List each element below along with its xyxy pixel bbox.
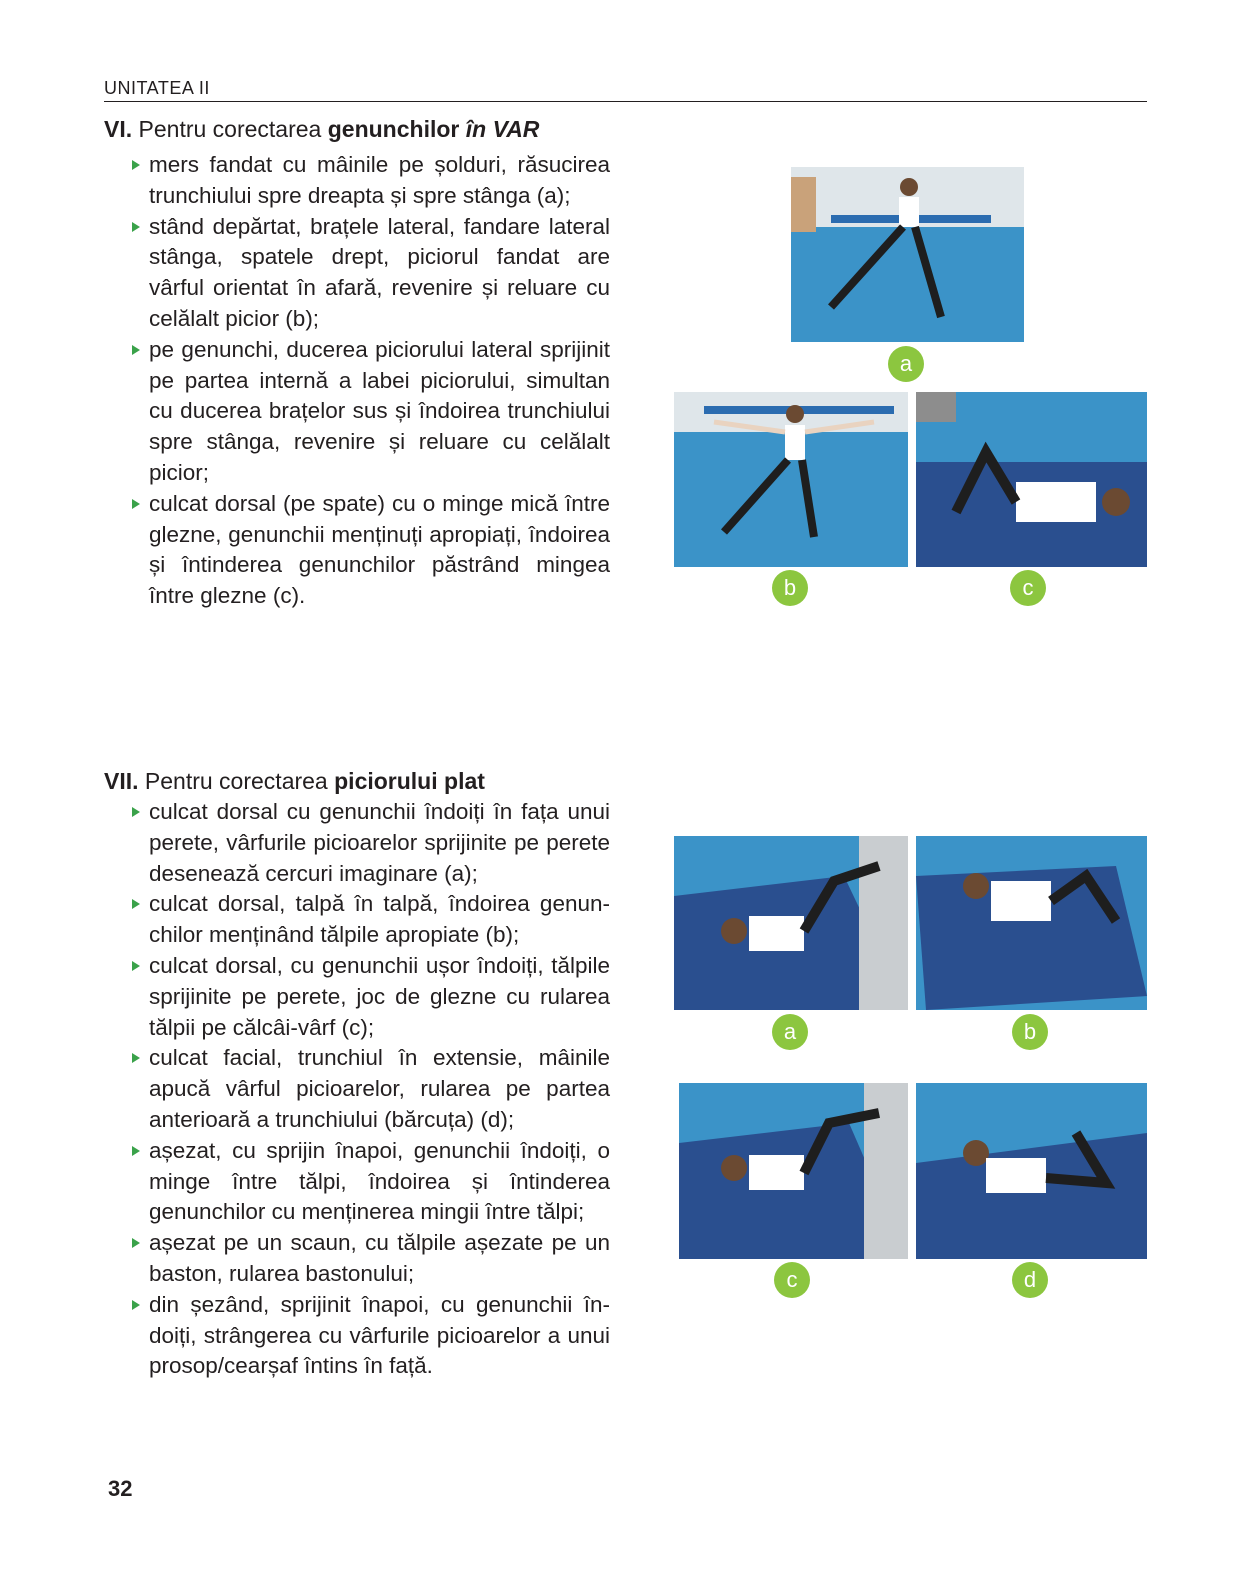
list-item: așezat, cu sprijin înapoi, genunchii îndoiți, o minge între tălpi, îndoirea și întinderea genunchilor cu menținerea mingii între tălpi; (132, 1136, 610, 1228)
bullet-triangle-icon (132, 345, 140, 355)
list-item: pe genunchi, ducerea piciorului lateral sprijinit pe partea internă a labei piciorului, simultan cu ducerea brațelor sus și îndoirea trunchiului spre stânga, revenire și reluare cu celălalt picior; (132, 335, 610, 489)
section-vi-title-italic: în VAR (465, 116, 540, 142)
photo-label-badge: a (772, 1014, 808, 1050)
section-vi-title (104, 114, 539, 144)
section-vi-list (132, 150, 610, 612)
photo-vii-c (679, 1083, 908, 1259)
section-vi-number: VI. (104, 116, 133, 142)
photo-vi-a (791, 167, 1024, 342)
list-item: stând depărtat, brațele lateral, fandare lateral stânga, spatele drept, piciorul fandat are vârful orientat în afară, revenire și reluare cu celălalt picior (b); (132, 212, 610, 335)
bullet-triangle-icon (132, 499, 140, 509)
bullet-triangle-icon (132, 1146, 140, 1156)
photo-label-badge: a (888, 346, 924, 382)
photo-label-badge: c (774, 1262, 810, 1298)
bullet-triangle-icon (132, 899, 140, 909)
section-vi-title-prefix: Pentru corectarea (138, 116, 328, 142)
list-item: din șezând, sprijinit înapoi, cu genunchii îndoiți, strângerea cu vârfurile picioarelor a unui prosop/cearșaf întins în față. (132, 1290, 610, 1382)
photo-vii-a (674, 836, 908, 1010)
section-vii-title (104, 766, 485, 796)
unit-header: UNITATEA II (104, 78, 1147, 102)
list-item: așezat pe un scaun, cu tălpile așezate pe un baston, rularea bastonului; (132, 1228, 610, 1290)
list-item: culcat facial, trunchiul în extensie, mâinile apucă vârful picioarelor, rularea pe partea anterioară a trunchiului (bărcuța) (d); (132, 1043, 610, 1135)
photo-vi-b (674, 392, 908, 567)
bullet-triangle-icon (132, 1300, 140, 1310)
photo-label-badge: b (772, 570, 808, 606)
bullet-triangle-icon (132, 222, 140, 232)
photo-vii-d (916, 1083, 1147, 1259)
section-vii-title-prefix: Pentru corectarea (144, 768, 335, 794)
photo-label-badge: b (1012, 1014, 1048, 1050)
section-vii-title-bold: piciorului plat (334, 768, 485, 794)
list-item: culcat dorsal cu genunchii îndoiți în fața unui perete, vârfurile picioarelor sprijinite pe perete desenează cercuri imaginare (a); (132, 797, 610, 889)
section-vii-list (132, 797, 610, 1382)
page-number: 32 (108, 1476, 133, 1501)
section-vii-number: VII. (104, 768, 139, 794)
section-vi-title-bold: genunchilor (327, 116, 466, 142)
list-item: culcat dorsal (pe spate) cu o minge mică între glezne, genunchii menținuți apropiați, îndoirea și întinderea genunchilor păstrând mingea între glezne (c). (132, 489, 610, 612)
bullet-triangle-icon (132, 1238, 140, 1248)
bullet-triangle-icon (132, 160, 140, 170)
bullet-triangle-icon (132, 961, 140, 971)
photo-vii-b (916, 836, 1147, 1010)
photo-label-badge: d (1012, 1262, 1048, 1298)
list-item: mers fandat cu mâinile pe șolduri, răsucirea trunchiului spre dreapta și spre stânga (a); (132, 150, 610, 212)
bullet-triangle-icon (132, 1053, 140, 1063)
list-item: culcat dorsal, cu genunchii ușor îndoiți, tălpile sprijinite pe perete, joc de glezne cu rularea tălpii pe călcâi-vârf (c); (132, 951, 610, 1043)
bullet-triangle-icon (132, 807, 140, 817)
photo-vi-c (916, 392, 1147, 567)
list-item: culcat dorsal, talpă în talpă, îndoirea genunchilor menținând tălpile apropiate (b); (132, 889, 610, 951)
photo-label-badge: c (1010, 570, 1046, 606)
